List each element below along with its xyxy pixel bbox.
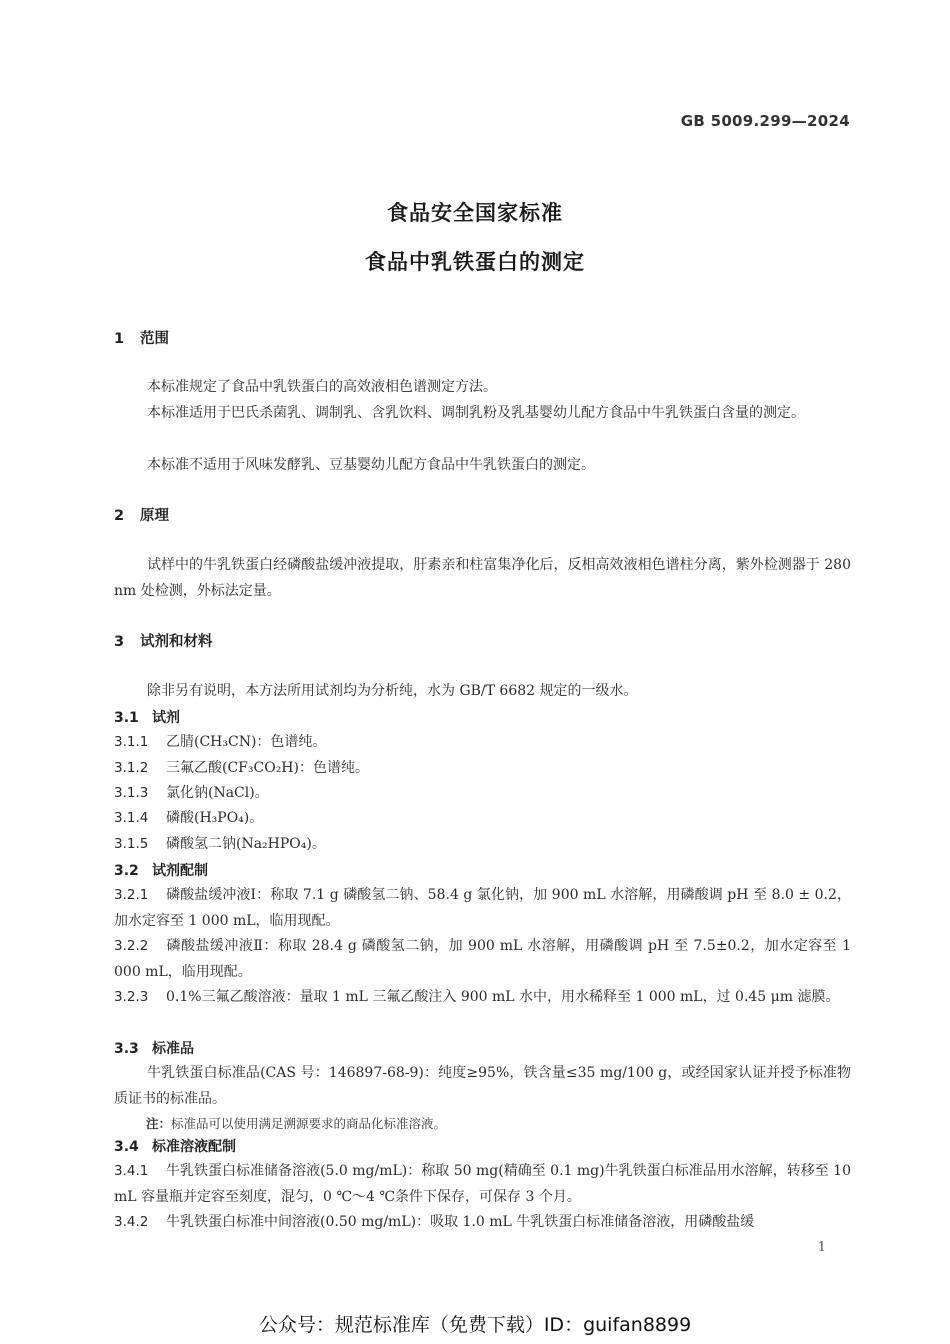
note-text: 标准品可以使用满足溯源要求的商品化标准溶液。 bbox=[171, 1116, 447, 1131]
item-text: 牛乳铁蛋白标准储备溶液(5.0 mg/mL)：称取 50 mg(精确至 0.1 mg)牛乳铁蛋白标准品用水溶解，转移至 10 mL 容量瓶并定容至刻度，混匀，0 ℃～4 ℃条件下保存，可保存 3 个月。 bbox=[114, 1163, 851, 1205]
subsection-title: 试剂 bbox=[152, 710, 180, 726]
item-number: 3.1.5 bbox=[114, 836, 149, 852]
note-label: 注： bbox=[146, 1116, 172, 1131]
document-title-line-1: 食品安全国家标准 bbox=[387, 201, 563, 225]
subsection-3-4-heading bbox=[114, 1136, 236, 1156]
paragraph: 除非另有说明，本方法所用试剂均为分析纯，水为 GB/T 6682 规定的一级水。 bbox=[147, 683, 638, 699]
section-number: 3 bbox=[114, 634, 125, 650]
paragraph: 试样中的牛乳铁蛋白经磷酸盐缓冲液提取，肝素亲和柱富集净化后，反相高效液相色谱柱分离，紫外检测器于 280 nm 处检测，外标法定量。 bbox=[114, 557, 851, 599]
footer-watermark-text: 公众号：规范标准库（免费下载）ID：guifan8899 bbox=[258, 1314, 692, 1336]
item-number: 3.2.2 bbox=[114, 938, 149, 954]
subsection-3-1-heading bbox=[114, 707, 180, 727]
paragraph: 本标准不适用于风味发酵乳、豆基婴幼儿配方食品中牛乳铁蛋白的测定。 bbox=[147, 457, 595, 473]
item-text: 乙腈(CH₃CN)：色谱纯。 bbox=[166, 734, 327, 750]
item-number: 3.2.1 bbox=[114, 887, 149, 903]
section-number: 2 bbox=[114, 508, 125, 524]
document-title-line-2: 食品中乳铁蛋白的测定 bbox=[365, 250, 585, 274]
item-number: 3.4.2 bbox=[114, 1214, 149, 1230]
subsection-3-2-heading bbox=[114, 860, 208, 880]
subsection-title: 试剂配制 bbox=[152, 863, 208, 879]
paragraph: 本标准规定了食品中乳铁蛋白的高效液相色谱测定方法。 bbox=[147, 379, 497, 395]
list-item bbox=[114, 933, 851, 985]
subsection-title: 标准溶液配制 bbox=[152, 1139, 236, 1155]
list-item bbox=[114, 805, 851, 831]
item-text: 磷酸氢二钠(Na₂HPO₄)。 bbox=[166, 836, 326, 852]
list-item bbox=[114, 1158, 851, 1210]
paragraph: 牛乳铁蛋白标准品(CAS 号：146897-68-9)：纯度≥95%，铁含量≤35 mg/100 g，或经国家认证并授予标准物质证书的标准品。 bbox=[114, 1065, 851, 1107]
list-item bbox=[114, 729, 851, 755]
item-text: 磷酸(H₃PO₄)。 bbox=[166, 810, 264, 826]
subsection-title: 标准品 bbox=[152, 1041, 194, 1057]
item-text: 牛乳铁蛋白标准中间溶液(0.50 mg/mL)：吸取 1.0 mL 牛乳铁蛋白标准储备溶液，用磷酸盐缓 bbox=[166, 1214, 755, 1230]
list-item bbox=[114, 755, 851, 781]
list-item bbox=[114, 780, 851, 806]
subsection-number: 3.3 bbox=[114, 1041, 139, 1057]
list-item bbox=[114, 1209, 851, 1235]
section-1-heading bbox=[114, 327, 169, 348]
list-item bbox=[114, 984, 851, 1010]
standard-code: GB 5009.299—2024 bbox=[680, 112, 850, 130]
item-number: 3.1.4 bbox=[114, 810, 149, 826]
item-number: 3.2.3 bbox=[114, 989, 149, 1005]
item-text: 氯化钠(NaCl)。 bbox=[166, 785, 269, 801]
item-text: 磷酸盐缓冲液Ⅰ：称取 7.1 g 磷酸氢二钠、58.4 g 氯化钠，加 900 mL 水溶解，用磷酸调 pH 至 8.0 ± 0.2，加水定容至 1 000 mL，临用现配。 bbox=[114, 887, 851, 929]
item-number: 3.4.1 bbox=[114, 1163, 149, 1179]
item-text: 0.1%三氟乙酸溶液：量取 1 mL 三氟乙酸注入 900 mL 水中，用水稀释至 1 000 mL，过 0.45 μm 滤膜。 bbox=[166, 989, 840, 1005]
section-title: 原理 bbox=[140, 508, 169, 524]
list-item bbox=[114, 882, 851, 934]
list-item bbox=[114, 831, 851, 857]
item-number: 3.1.2 bbox=[114, 760, 149, 776]
paragraph: 本标准适用于巴氏杀菌乳、调制乳、含乳饮料、调制乳粉及乳基婴幼儿配方食品中牛乳铁蛋白含量的测定。 bbox=[147, 405, 805, 421]
section-title: 试剂和材料 bbox=[140, 634, 213, 650]
item-text: 磷酸盐缓冲液Ⅱ：称取 28.4 g 磷酸氢二钠，加 900 mL 水溶解，用磷酸调 pH 至 7.5±0.2，加水定容至 1 000 mL，临用现配。 bbox=[114, 938, 851, 980]
note bbox=[146, 1114, 446, 1132]
subsection-number: 3.4 bbox=[114, 1139, 139, 1155]
item-text: 三氟乙酸(CF₃CO₂H)：色谱纯。 bbox=[166, 760, 369, 776]
page-number: 1 bbox=[817, 1240, 826, 1255]
subsection-number: 3.2 bbox=[114, 863, 139, 879]
section-2-heading bbox=[114, 504, 169, 525]
section-title: 范围 bbox=[140, 331, 169, 347]
section-number: 1 bbox=[114, 331, 125, 347]
section-3-heading bbox=[114, 630, 213, 651]
subsection-number: 3.1 bbox=[114, 710, 139, 726]
item-number: 3.1.1 bbox=[114, 734, 149, 750]
subsection-3-3-heading bbox=[114, 1038, 194, 1058]
item-number: 3.1.3 bbox=[114, 785, 149, 801]
